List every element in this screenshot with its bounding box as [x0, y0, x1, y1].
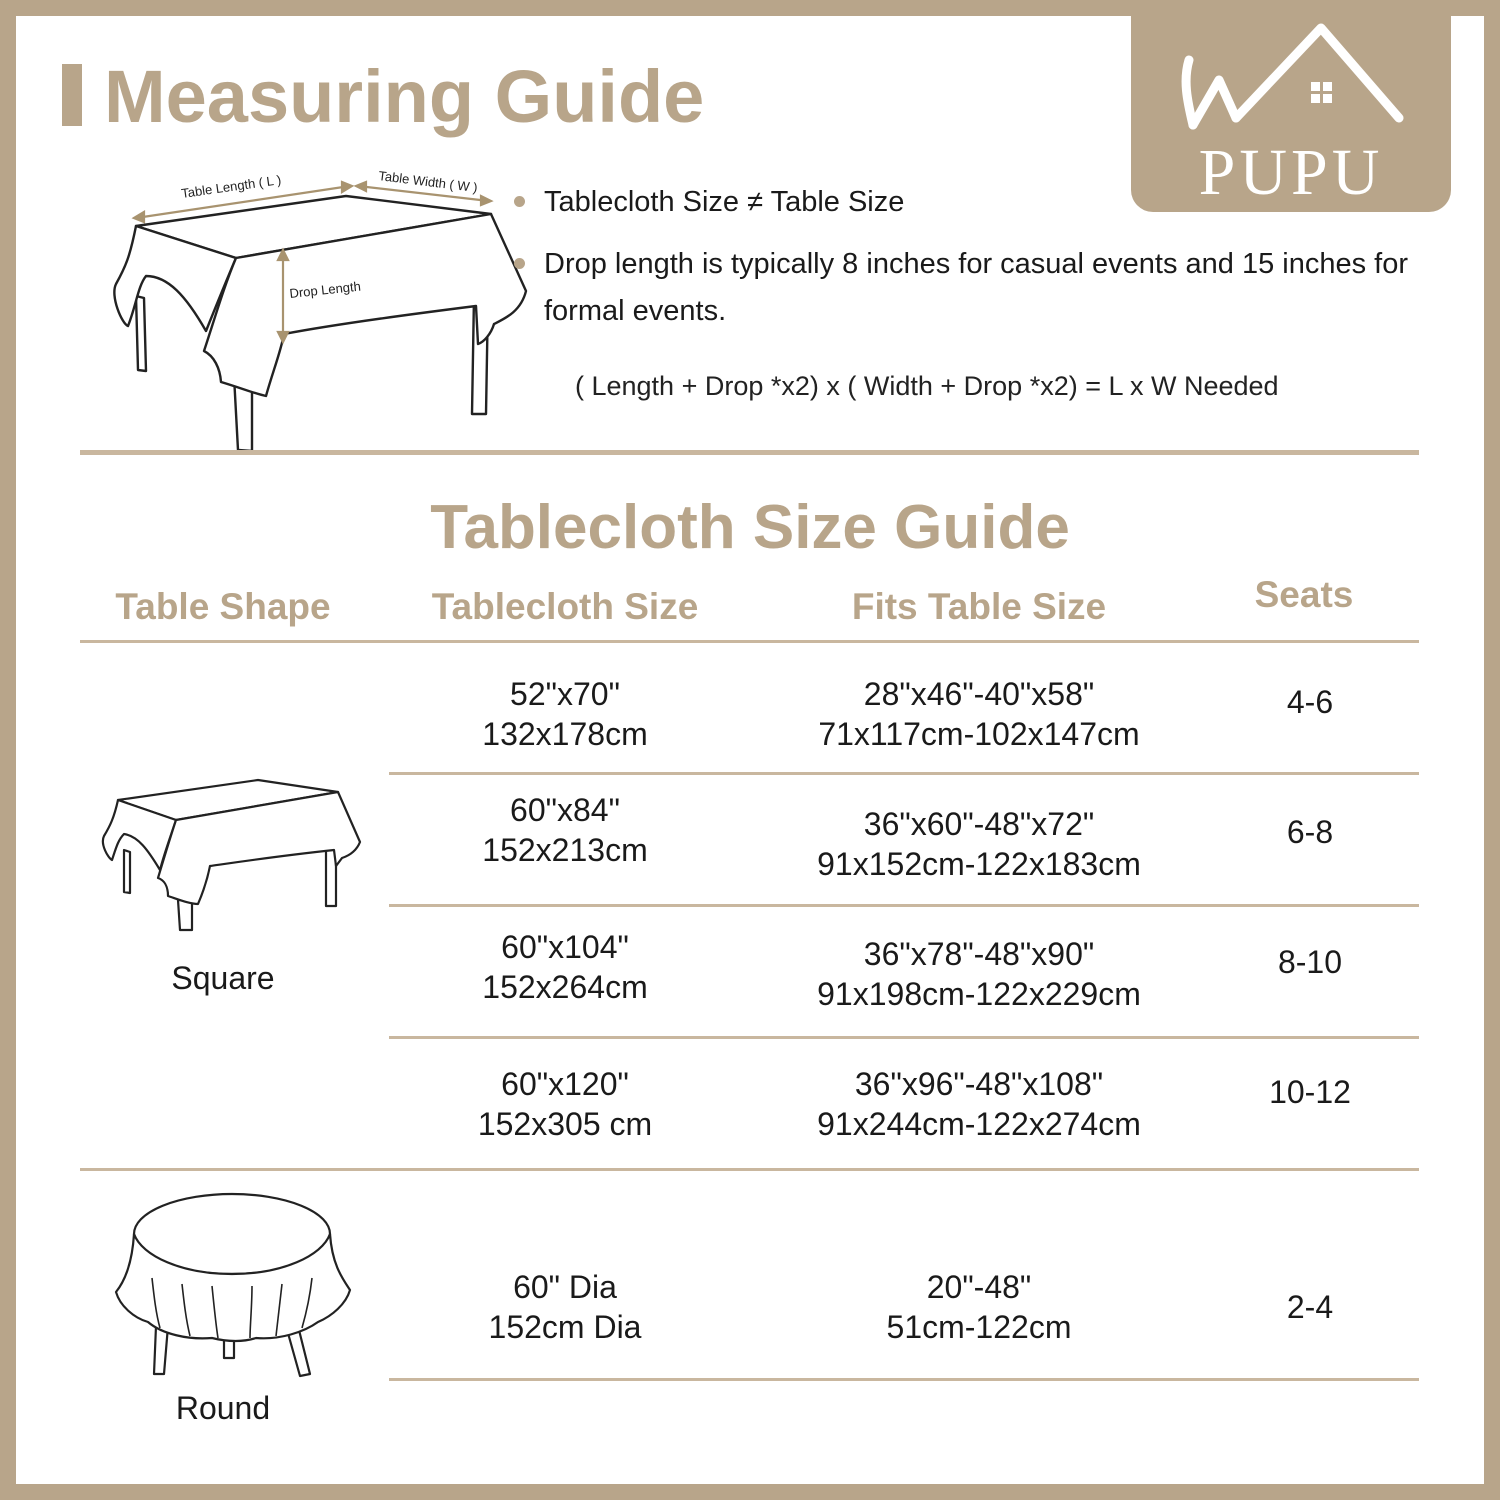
seats-value: 2-4	[1286, 1289, 1334, 1325]
fits-size-cm: 91x152cm-122x183cm	[817, 846, 1141, 882]
tablecloth-size-in: 52"x70"	[510, 676, 620, 712]
shape-label-round: Round	[175, 1390, 271, 1426]
column-header-shape: Table Shape	[115, 586, 331, 627]
row-divider	[389, 1378, 1419, 1381]
bullet-item	[544, 241, 1414, 335]
column-header-size: Tablecloth Size	[431, 586, 699, 627]
seats-value: 8-10	[1277, 944, 1343, 980]
fits-size-in: 36"x78"-48"x90"	[863, 936, 1095, 972]
bullet-item	[544, 179, 1414, 226]
page-title: Measuring Guide	[104, 55, 705, 138]
title-accent-bar	[62, 64, 82, 126]
fits-size-in: 20"-48"	[926, 1269, 1032, 1305]
fits-size-cm: 71x117cm-102x147cm	[818, 716, 1140, 752]
seats-value: 4-6	[1286, 684, 1334, 720]
formula-text: ( Length + Drop *x2) x ( Width + Drop *x2) = L x W Needed	[575, 371, 1279, 401]
page	[16, 16, 1484, 1484]
seats-value: 10-12	[1269, 1074, 1351, 1110]
tablecloth-size-cm: 152x264cm	[482, 969, 648, 1005]
tablecloth-size-cm: 132x178cm	[482, 716, 648, 752]
bullet-text: Tablecloth Size ≠ Table Size	[544, 186, 905, 218]
fits-size-in: 36"x60"-48"x72"	[863, 806, 1095, 842]
fits-size-in: 36"x96"-48"x108"	[854, 1066, 1104, 1102]
bullet-dot-icon	[514, 196, 525, 207]
diagram-drop-label: Drop Length	[288, 278, 362, 301]
column-header-seats: Seats	[1254, 574, 1354, 615]
section-divider	[80, 450, 1419, 455]
group-divider	[80, 1168, 1419, 1171]
round-table-icon	[112, 1186, 352, 1386]
seats-value: 6-8	[1286, 814, 1334, 850]
shape-label-square: Square	[171, 960, 275, 996]
bullet-text: Drop length is typically 8 inches for casual events and 15 inches for formal events.	[544, 248, 1409, 327]
size-guide-title: Tablecloth Size Guide	[430, 493, 1070, 562]
fits-size-cm: 51cm-122cm	[886, 1309, 1072, 1345]
row-divider	[389, 772, 1419, 775]
tablecloth-size-in: 60"x84"	[510, 792, 620, 828]
fits-size-cm: 91x244cm-122x274cm	[817, 1106, 1141, 1142]
fits-size-cm: 91x198cm-122x229cm	[817, 976, 1141, 1012]
tablecloth-size-in: 60"x104"	[501, 929, 629, 965]
row-divider	[389, 1036, 1419, 1039]
square-table-icon	[98, 758, 368, 938]
header-divider	[80, 640, 1419, 643]
table-measure-diagram	[96, 146, 536, 466]
diagram-width-label: Table Width ( W )	[377, 168, 479, 196]
tablecloth-size-in: 60" Dia	[513, 1269, 617, 1305]
fits-size-in: 28"x46"-40"x58"	[863, 676, 1095, 712]
diagram-length-label: Table Length ( L )	[180, 172, 283, 201]
brand-name: PUPU	[1198, 136, 1384, 209]
row-divider	[389, 904, 1419, 907]
tablecloth-size-cm: 152x213cm	[482, 832, 648, 868]
tablecloth-size-in: 60"x120"	[501, 1066, 629, 1102]
column-header-fits: Fits Table Size	[851, 586, 1107, 627]
tablecloth-size-cm: 152cm Dia	[488, 1309, 642, 1345]
bullet-dot-icon	[514, 258, 525, 269]
tablecloth-size-cm: 152x305 cm	[477, 1106, 653, 1142]
